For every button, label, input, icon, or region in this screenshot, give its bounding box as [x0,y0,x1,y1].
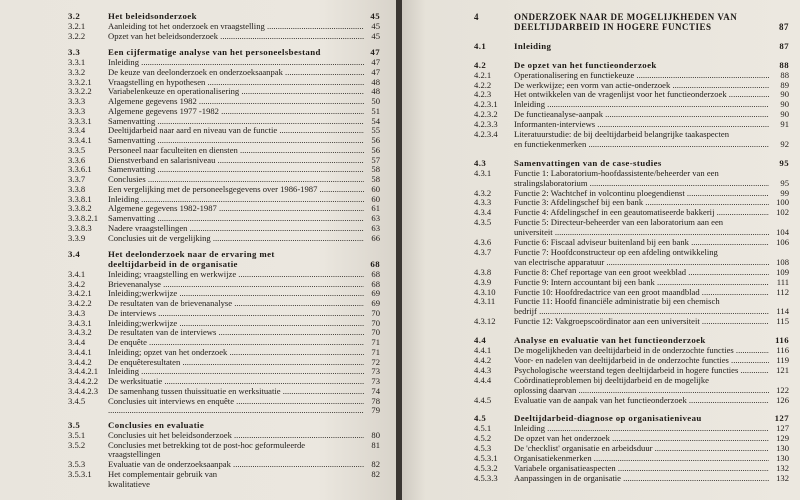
toc-entry-number: 4.2 [474,59,487,70]
toc-entry-title: Algemene gegevens 1977 -1982 ..... [108,106,364,117]
toc-entry-page: 121 [776,364,789,375]
toc-entry-number: 3.3.8.2.1 [68,213,99,223]
toc-entry-number: 3.4.5 [68,395,86,406]
toc-entry-title: Functie 11: Hoofd financiële administratie bij een chemisch [514,296,720,307]
toc-entry-title: De interviews ..... [108,308,364,319]
toc-entry-title: Opzet van het beleidsonderzoek ..... [108,31,364,42]
toc-entry-number: 4.3.7 [474,246,492,257]
toc-entry-page: 102 [776,207,789,218]
toc-entry-title: vraagstellingen [108,449,161,460]
toc-entry-title: De werkwijze; een vorm van actie-onderzoek ..... [514,80,769,91]
toc-entry-page: 70 [371,327,380,338]
toc-entry-page: 132 [776,472,789,483]
toc-entry-page: 80 [371,429,380,440]
toc-entry-title [108,405,364,416]
toc-entry-page: 109 [776,266,789,277]
toc-entry-title: Functie 2: Wachtchef in volcontinu ploegendienst ..... [514,188,769,199]
toc-entry-number: 3.4.2.2 [68,298,92,308]
toc-entry-number: 3.3.2.1 [68,76,92,87]
toc-entry-page: 127 [776,423,789,434]
toc-entry-number: 3.5.2 [68,439,86,450]
toc-entry-page: 48 [371,76,380,87]
toc-entry-page: 92 [780,138,789,149]
toc-entry-number: 3.3 [68,47,81,58]
toc-entry-page: 90 [780,109,789,120]
toc-entry-number: 3.4.4.2.2 [68,376,99,386]
toc-entry-title: Conclusies uit interviews en enquête ..... [108,396,364,407]
toc-entry-number: 4.2.3 [474,89,492,100]
toc-entry-number: 4.4.3 [474,364,492,375]
toc-entry-page: 106 [776,237,789,247]
toc-entry-title: kwalitatieve [108,478,150,489]
toc-entry-page: 55 [371,125,380,136]
toc-entry-page: 79 [371,405,380,416]
toc-entry-page: 73 [371,366,380,377]
toc-entry-page: 57 [371,154,380,165]
left-page [0,0,398,500]
toc-entry [68,479,380,490]
toc-entry-number: 4.5 [474,413,487,424]
toc-entry-page: 95 [779,157,789,168]
toc-entry-title: Analyse en evaluatie van het functieonderzoek [514,335,706,346]
toc-entry-number: 4.5.3.2 [474,462,498,473]
toc-entry-title: Psychologische weerstand tegen deeltijdarbeid in hogere functies ..... [514,365,769,376]
toc-entry-number: 4.3.8 [474,266,492,277]
toc-entry-title: oplossing daarvan ..... [514,385,769,396]
toc-entry-title: Inleiding ..... [514,423,769,434]
toc-entry-title: Samenvatting ..... [108,164,364,175]
toc-entry-number: 4.4.4 [474,374,492,385]
toc-entry-number: 3.4.4.2.3 [68,385,99,396]
toc-entry-title: Functie 1: Laboratorium-hoofdassistente/beheerder van een [514,167,719,178]
toc-entry-title: Conclusies uit de vergelijking ..... [108,233,364,244]
toc-entry-title: bedrijf ..... [514,306,769,317]
toc-entry-number: 3.3.3 [68,96,86,106]
toc-entry [474,395,789,406]
toc-entry-page: 90 [780,89,789,100]
toc-entry-number: 3.3.6 [68,154,86,165]
toc-entry-page: 63 [371,213,380,223]
toc-entry-page: 51 [371,105,380,116]
toc-entry-number: 3.3.7 [68,174,86,184]
toc-entry [68,233,380,244]
toc-entry-page: 91 [780,119,789,130]
toc-entry-title: Het ontwikkelen van de vragenlijst voor het functieonderzoek ..... [514,89,769,100]
toc-entry-title: Deeltijdarbeid-diagnose op organisatieniveau [514,413,702,424]
toc-entry-number: 4.3.1 [474,167,492,178]
toc-entry-number: 3.5.3.1 [68,468,92,479]
toc-entry-page: 130 [776,443,789,454]
toc-entry-title: DEELTIJDARBEID IN HOGERE FUNCTIES [514,21,712,32]
toc-entry-number: 4.2.3.2 [474,109,498,120]
toc-entry-page: 61 [371,203,380,214]
toc-entry-title: Deeltijdarbeid naar aard en niveau van de functie ..... [108,125,364,136]
toc-entry-page: 60 [371,193,380,204]
toc-entry-number: 4.2.3.4 [474,129,498,139]
toc-entry-number: 4.4.2 [474,354,492,365]
toc-entry-title: Functie 7: Hoofdconstructeur op een afdeling ontwikkeling [514,246,718,257]
toc-entry-title: Brievenanalyse ..... [108,279,364,290]
toc-entry-page: 68 [371,268,380,279]
toc-entry-title: Inleiding [514,40,552,51]
toc-entry-page: 71 [371,346,380,357]
toc-entry-number: 3.3.2 [68,66,86,77]
toc-entry-title: Conclusies en evaluatie [108,420,205,430]
toc-entry-page: 63 [371,222,380,233]
toc-entry-page: 72 [371,356,380,367]
toc-entry-number: 4.2.3.1 [474,99,498,110]
toc-entry-title: en functiekenmerken ..... [514,139,769,150]
right-page [402,0,800,500]
toc-entry-page: 108 [776,256,789,267]
toc-entry-number: 3.4.2.1 [68,288,92,299]
toc-entry-number: 4.5.3 [474,443,492,454]
toc-entry-title: De samenhang tussen thuissituatie en werksituatie ..... [108,386,364,397]
toc-entry-page: 73 [371,376,380,386]
toc-entry-title: Inleiding; vraagstelling en werkwijze ..... [108,269,364,280]
toc-entry-title: Inleiding ..... [108,57,364,68]
toc-entry-title: Functie 3: Afdelingschef bij een bank ..... [514,197,769,208]
toc-entry-page: 99 [780,187,789,198]
toc-entry-number: 3.3.8 [68,183,86,194]
toc-entry-page: 89 [780,79,789,90]
toc-entry-number: 3.3.6.1 [68,164,92,175]
toc-entry-page: 111 [776,276,789,287]
toc-entry-title: De mogelijkheden van deeltijdarbeid in de onderzochte functies ..... [514,345,769,356]
toc-entry [68,31,380,42]
toc-entry-title: Inleiding ..... [514,99,769,110]
toc-entry-number: 3.4.3 [68,307,86,318]
toc-entry-title: Algemene gegevens 1982 ..... [108,96,364,107]
toc-entry-title: Nadere vraagstellingen ..... [108,223,364,234]
toc-entry-number: 4.3.10 [474,286,496,297]
toc-entry-page: 87 [779,40,789,51]
toc-entry-number: 4.3.9 [474,276,492,287]
toc-entry-page: 90 [780,99,789,110]
toc-entry [68,405,380,416]
toc-entry-number: 3.4.1 [68,268,86,279]
toc-entry-title: Functie 6: Fiscaal adviseur buitenland bij een bank ..... [514,237,769,248]
toc-entry-number: 4.3.6 [474,237,492,247]
toc-entry-title: van electrische apparatuur ..... [514,257,769,268]
toc-entry-number: 3.3.8.2 [68,203,92,214]
toc-entry-number: 4.3.3 [474,197,492,208]
toc-entry-number: 4.5.3.3 [474,472,498,483]
toc-entry-title: De opzet van het functieonderzoek [514,59,657,70]
toc-entry-title: deeltijdarbeid in de organisatie [108,259,238,269]
toc-entry-page: 100 [776,197,789,208]
toc-entry-title: Inleiding; opzet van het onderzoek ..... [108,347,364,358]
toc-entry-title: Functie 4: Afdelingschef in een geautomatiseerde bakkerij ..... [514,207,769,218]
toc-entry-title: Aanleiding tot het onderzoek en vraagstelling ..... [108,21,364,32]
toc-entry-page: 68 [371,278,380,289]
toc-entry-number: 3.3.3 [68,105,86,116]
toc-entry-page: 56 [371,144,380,155]
toc-entry-page: 81 [371,439,380,450]
toc-entry-number: 3.4.4.1 [68,346,92,357]
toc-entry-title: De 'checklist' organisatie en arbeidsduur ..... [514,443,769,454]
toc-entry-number: 4.3 [474,157,487,168]
toc-entry-title: De functieanalyse-aanpak ..... [514,109,769,120]
toc-entry-number: 3.3.5 [68,144,86,155]
toc-entry-page: 68 [370,259,380,269]
toc-entry-number: 4.2.3.3 [474,119,498,130]
toc-entry [474,41,789,52]
toc-entry-page: 87 [779,21,789,32]
toc-entry-title: Inleiding;werkwijze ..... [108,318,364,329]
toc-entry-page: 116 [776,345,789,355]
toc-entry-number: 3.3.8.1 [68,193,92,204]
toc-entry-page: 54 [371,115,380,126]
toc-entry-page: 47 [371,57,380,67]
toc-entry-page: 119 [776,354,789,365]
toc-entry-page: 45 [370,11,380,21]
toc-entry-number: 4 [474,12,479,22]
toc-entry-title: Samenvatting ..... [108,116,364,127]
toc-entry-number: 3.4.3.1 [68,317,92,328]
toc-entry-title: Conclusies uit het beleidsonderzoek ..... [108,430,364,441]
toc-entry-title: Algemene gegevens 1982-1987 ..... [108,203,364,214]
toc-entry-page: 70 [371,307,380,318]
toc-entry-page: 47 [371,66,380,77]
toc-entry-title: Functie 5: Directeur-beheerder van een laboratorium aan een [514,217,724,228]
toc-entry-number: 3.4.4.2.1 [68,366,99,377]
toc-entry-title: Informanten-interviews ..... [514,119,769,130]
toc-entry [474,316,789,327]
toc-entry-number: 3.3.3.1 [68,115,92,126]
toc-entry-title: De resultaten van de interviews ..... [108,327,364,338]
toc-entry-title: Variabelenkeuze en operationalisering ..... [108,86,364,97]
toc-entry-page: 69 [371,288,380,299]
toc-entry-page: 74 [371,385,380,396]
toc-entry-page: 69 [371,298,380,308]
toc-entry-title: universiteit ..... [514,227,769,238]
toc-entry-number: 4.3.12 [474,316,496,327]
toc-entry-title: Functie 9: Intern accountant bij een bank ..... [514,277,769,288]
toc-entry-title: Inleiding;werkwijze ..... [108,288,364,299]
toc-entry-number: 3.2.2 [68,30,86,41]
toc-entry-page: 132 [776,462,789,473]
toc-entry-number: 4.3.5 [474,217,492,228]
toc-entry-title: Conclusies ..... [108,174,364,185]
toc-entry-title: Organisatiekenmerken ..... [514,453,769,464]
toc-entry-number: 4.4 [474,335,487,346]
toc-entry-number: 3.3.2.2 [68,86,92,97]
toc-entry [474,22,789,33]
toc-entry-number: 3.4.2 [68,278,86,289]
toc-entry-title: Het beleidsonderzoek [108,11,197,21]
toc-entry [474,473,789,484]
toc-entry-page: 88 [780,69,789,80]
toc-entry-page: 60 [371,183,380,194]
toc-entry-number: 4.5.3.1 [474,453,498,463]
toc-entry-number: 3.3.4.1 [68,135,92,145]
toc-entry-page: 112 [776,286,789,297]
toc-entry-page: 50 [371,96,380,106]
toc-entry [474,139,789,150]
toc-entry-number: 3.5 [68,420,81,430]
toc-entry-title: Het deelonderzoek naar de ervaring met [108,249,275,260]
toc-entry-title: Evaluatie van de aanpak van het functieonderzoek ..... [514,395,769,406]
toc-entry-title: Een vergelijking met de personeelsgegevens over 1986-1987 ..... [108,184,364,195]
toc-entry-page: 47 [370,47,380,58]
toc-entry-number: 3.4.3.2 [68,327,92,338]
toc-entry-title: Variabele organisatieaspecten ..... [514,463,769,474]
toc-entry-title: Aanpassingen in de organisatie ..... [514,473,769,484]
toc-entry-page: 58 [371,174,380,184]
toc-entry-title: De opzet van het onderzoek ..... [514,433,769,444]
toc-entry-page: 88 [779,59,789,70]
toc-entry-title: Het complementair gebruik van [108,468,218,479]
toc-entry-title: stralingslaboratorium ..... [514,178,769,189]
toc-entry-title: Samenvatting ..... [108,213,364,224]
toc-entry-title: Functie 8: Chef reportage van een groot weekblad ..... [514,267,769,278]
toc-entry-page: 70 [371,317,380,328]
toc-entry-page: 116 [775,335,789,346]
toc-entry-title: Inleiding ..... [108,194,364,205]
toc-entry-title: De enquêteresultaten ..... [108,357,364,368]
toc-entry-number: 3.3.8.3 [68,222,92,233]
toc-entry-title: Voor- en nadelen van deeltijdarbeid in de onderzochte functies ..... [514,355,769,366]
toc-entry-title: De enquête ..... [108,337,364,348]
toc-entry-page: 66 [371,232,380,243]
toc-entry-number: 3.3.4 [68,125,86,136]
toc-entry-page: 58 [371,164,380,175]
toc-entry-number: 3.2 [68,11,81,21]
toc-entry-page: 115 [776,316,789,327]
toc-entry-title: Conclusies met betrekking tot de post-hoc geformuleerde [108,439,306,450]
toc-entry-title: Coördinatieproblemen bij deeltijdarbeid en de mogelijke [514,374,709,385]
toc-entry-title: Operationalisering en functiekeuze ..... [514,70,769,81]
toc-entry-page: 71 [371,337,380,347]
toc-entry-number: 3.2.1 [68,20,86,31]
toc-entry-number: 4.3.2 [474,187,492,198]
toc-entry-number: 3.3.9 [68,232,86,243]
toc-entry-title: Dienstverband en salarisniveau ..... [108,155,364,166]
toc-entry-title: De resultaten van de brievenanalyse ..... [108,298,364,309]
toc-entry-number: 3.3.1 [68,57,86,67]
toc-entry-title: Vraagstelling en hypothesen ..... [108,77,364,88]
toc-entry-number: 4.5.1 [474,423,492,434]
toc-entry-title: Functie 12: Vakgroepscoördinator aan een universiteit ..... [514,316,769,327]
toc-entry-page: 104 [776,227,789,238]
toc-entry-title: Evaluatie van de onderzoeksaanpak ..... [108,459,364,470]
toc-entry-number: 4.5.2 [474,433,492,444]
toc-entry-number: 4.3.11 [474,296,496,307]
toc-entry-title: ONDERZOEK NAAR DE MOGELIJKHEDEN VAN [514,12,738,22]
toc-entry-number: 3.5.3 [68,459,86,469]
toc-entry-title: Functie 10: Hoofdredactrice van een groot maandblad ..... [514,287,769,298]
toc-entry-title: De werksituatie ..... [108,376,364,387]
toc-entry-number: 3.5.1 [68,429,86,440]
toc-entry-page: 127 [774,413,789,424]
toc-entry-title: Personeel naar faculteiten en diensten ..... [108,145,364,156]
toc-entry-number: 4.2.1 [474,69,492,80]
toc-entry-page: 82 [371,468,380,479]
toc-entry-number: 3.4.4 [68,337,86,347]
toc-entry-title: Een cijfermatige analyse van het personeelsbestand [108,47,321,58]
toc-entry-title: Inleiding ..... [108,366,364,377]
toc-entry-page: 129 [776,433,789,444]
toc-entry-number: 4.2.2 [474,79,492,90]
toc-entry-title: Literatuurstudie: de bij deeltijdarbeid belangrijke taakaspecten [514,129,729,139]
toc-entry-number: 4.4.1 [474,345,492,355]
toc-entry-page: 82 [371,459,380,469]
toc-entry-page: 122 [776,384,789,395]
toc-entry-page: 78 [371,395,380,406]
toc-entry-number: 3.4.4.2 [68,356,92,367]
toc-entry-number: 4.1 [474,40,487,51]
toc-entry-page: 130 [776,453,789,463]
toc-entry-page: 45 [371,30,380,41]
toc-entry-title: De keuze van deelonderzoek en onderzoeksaanpak ..... [108,67,364,78]
toc-entry-number: 3.4 [68,249,81,260]
toc-entry-page: 48 [371,86,380,97]
toc-entry-page: 56 [371,135,380,145]
toc-entry-page: 114 [776,306,789,317]
toc-entry-page: 45 [371,20,380,31]
toc-entry-number: 4.3.4 [474,207,492,218]
toc-entry-title: Samenvatting ..... [108,135,364,146]
toc-entry-page: 126 [776,394,789,405]
toc-entry-number: 4.4.5 [474,394,492,405]
toc-entry-page: 95 [780,177,789,188]
toc-entry-title: Samenvattingen van de case-studies [514,157,662,168]
